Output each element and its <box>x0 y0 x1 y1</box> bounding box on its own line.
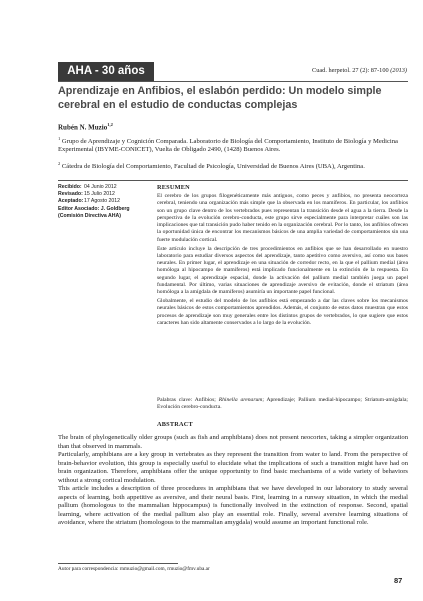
abstract-paragraph-1: The brain of phylogenetically older groups (such as fish and amphibians) does not present neocortex, taking a simpler organization than that observed in mammals. <box>58 434 408 450</box>
author-name <box>58 122 113 131</box>
received-date: 04 Junio 2012 <box>84 184 117 190</box>
resumen-paragraph-3: Globalmente, el estudio del modelo de los anfibios está empezando a dar las claves sobre los mecanismos neurales básicos de estos comportamientos aprendidos. Además, el conjunto de estos datos muestran que estos procesos de aprendizaje son muy generales entre los distintos grupos de vertebrados, lo que sugiere que estos caracteres han sido altamente conservados a lo largo de la evolución. <box>157 298 408 327</box>
revised-label: Revisado: <box>58 191 83 197</box>
accepted-date: 17 Agosto 2012 <box>84 198 121 204</box>
footnote-rule <box>58 563 178 564</box>
resumen-paragraph-1: El cerebro de los grupos filogenéticamente más antiguos, como peces y anfibios, no presenta neocorteza cerebral, teniendo una organización más simple que la observada en los mamíferos. En particular, los anfibios son un grupo clave dentro de los vertebrados pues representan la transición desde el agua a la tierra. Desde la perspectiva de la evolución cerebro-conducta, este grupo sirve especialmente para interpretar cuáles son las implicaciones que tal transición pudo haber tenido en la organización cerebral. Por lo tanto, los anfibios ofrecen la oportunidad única de encontrar los mecanismos básicos de una amplia variedad de comportamientos sin una fuerte modulación cortical. <box>157 193 408 243</box>
abstract-heading: ABSTRACT <box>157 421 193 428</box>
associate-editor: Editor Asociado: J. Goldberg (Comisión Directiva AHA) <box>58 205 130 219</box>
affiliation-1 <box>58 135 408 155</box>
anniversary-badge: AHA - 30 años <box>58 62 154 81</box>
aff2-text: Cátedra de Biología del Comportamiento, Facultad de Psicología, Universidad de Buenos Aires (UBA), Argentina. <box>60 163 365 171</box>
journal-year: (2013) <box>390 67 407 74</box>
journal-ref: Cuad. herpetol. 27 (2): 87-100 <box>312 67 391 74</box>
journal-citation <box>274 67 407 74</box>
article-title: Aprendizaje en Anfibios, el eslabón perdido: Un modelo simple cerebral en el estudio de conductas complejas <box>58 85 382 111</box>
received-row <box>58 184 150 191</box>
abstract-body <box>58 434 408 528</box>
header-rule <box>58 180 408 181</box>
abstract-paragraph-3: This article includes a description of three procedures in amphibians that we have developed in our laboratory to study several aspects of learning, both appetitive as aversive, and their neural basis. First, learning in a runway situation, in which the medial pallium (homologous to the mammalian hippocampus) is functionally involved in the extinction of response. Second, spatial learning, where activation of the medial pallium also play an essential role. Finally, several aversive learning situations of avoidance, where the striatum (homologous to the mammalian amygdala) would assume an important functional role. <box>58 485 408 527</box>
revised-date: 15 Julio 2012 <box>84 191 115 197</box>
affiliation-2 <box>58 160 408 171</box>
revised-row <box>58 191 150 198</box>
aff1-text: Grupo de Aprendizaje y Cognición Comparada. Laboratorio de Biología del Comportamiento, Instituto de Biología y Medicina Experimental (IBYME-CONICET), Vuelta de Obligado 2490, (1428) Buenos Aires. <box>58 138 398 154</box>
received-label: Recibido: <box>58 184 82 190</box>
aff1-sup: 1 <box>58 136 61 141</box>
keywords-label: Palabras clave: Anfibios; <box>157 397 219 403</box>
article-dates <box>58 184 150 220</box>
keywords-species: Rhinella arenarum <box>218 397 263 403</box>
top-rule <box>58 81 408 82</box>
resumen-paragraph-2: Este artículo incluye la descripción de tres procedimientos en anfibios que se han desarrollado en nuestro laboratorio para estudiar diversos aspectos del aprendizaje, tanto apetitivo como aversivo, así como sus bases neurales. En primer lugar, el aprendizaje en una situación de corredor recto, en la que el pallium medial (área homóloga al hipocampo de mamíferos) está implicado funcionalmente en la extinción de la respuesta. En segundo lugar, el aprendizaje espacial, donde la activación del pallium medial también juega un papel fundamental. Por último, varias situaciones de aprendizaje aversivo de evitación, donde el striatum (área homóloga a la amígdala de mamíferos) asumiría un importante papel funcional. <box>157 245 408 296</box>
accepted-row <box>58 198 150 205</box>
abstract-paragraph-2: Particularly, amphibians are a key group in vertebrates as they represent the transition from water to land. From the perspective of brain-behavior evolution, this group is especially useful to elucidate what the implications of such a transition might have had on brain organization. Therefore, amphibians offer the unique opportunity to find basic mechanisms of a wide variety of behaviors without a strong cortical modulation. <box>58 451 408 484</box>
author-text: Rubén N. Muzio <box>58 123 108 132</box>
resumen-heading: RESUMEN <box>157 184 190 191</box>
author-sup: 1,2 <box>107 122 113 127</box>
keywords <box>157 397 408 412</box>
resumen-body <box>157 193 408 329</box>
keywords-rest: ; Aprendizaje; Pallium medial-hipocampo; Striatum-amígdala; Evolución cerebro-conducta. <box>157 397 408 411</box>
accepted-label: Aceptado: <box>58 198 84 204</box>
page-number: 87 <box>394 576 403 585</box>
aff2-sup: 2 <box>58 161 61 166</box>
correspondence-note: Autor para correspondencia: rnmuzio@gmail.com, rmuzio@fmv.uba.ar <box>58 566 210 572</box>
